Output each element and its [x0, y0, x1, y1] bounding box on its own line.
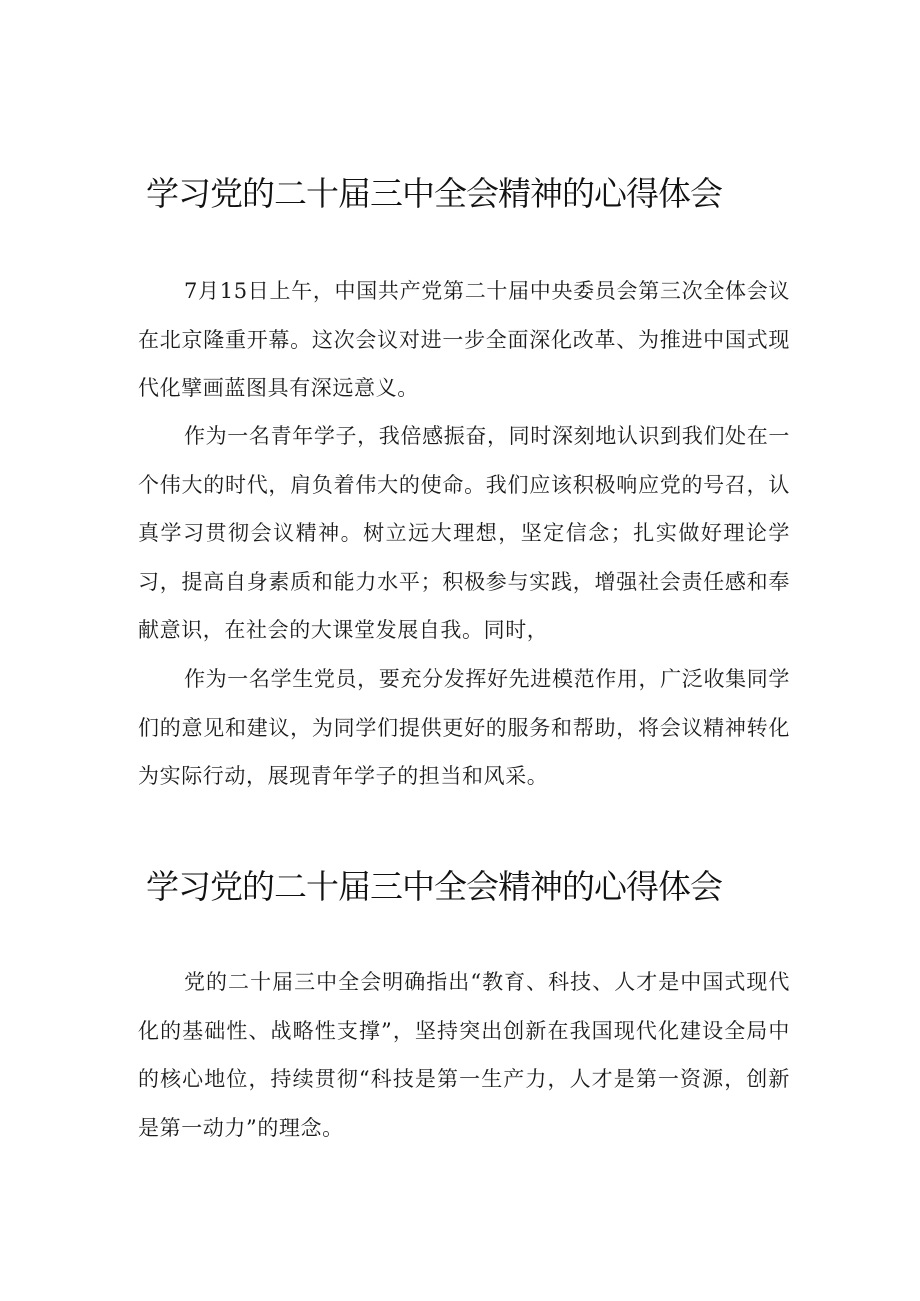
paragraph: 作为一名青年学子，我倍感振奋，同时深刻地认识到我们处在一个伟大的时代，肩负着伟大的使命。我们应该积极响应党的号召，认真学习贯彻会议精神。树立远大理想，坚定信念；扎实做好理论学习，提高自身素质和能力水平；积极参与实践，增强社会责任感和奉献意识，在社会的大课堂发展自我。同时，: [138, 424, 790, 642]
paragraph: 7月15日上午，中国共产党第二十届中央委员会第三次全体会议在北京隆重开幕。这次会议对进一步全面深化改革、为推进中国式现代化擘画蓝图具有深远意义。: [138, 279, 790, 400]
section-title: 学习党的二十届三中全会精神的心得体会: [146, 174, 722, 213]
section-title: 学习党的二十届三中全会精神的心得体会: [146, 867, 722, 906]
paragraph: 作为一名学生党员，要充分发挥好先进模范作用，广泛收集同学们的意见和建议，为同学们提供更好的服务和帮助，将会议精神转化为实际行动，展现青年学子的担当和风采。: [138, 667, 790, 788]
paragraph: 党的二十届三中全会明确指出“教育、科技、人才是中国式现代化的基础性、战略性支撑”，坚持突出创新在我国现代化建设全局中的核心地位，持续贯彻“科技是第一生产力，人才是第一资源，创新是第一动力”的理念。: [138, 970, 790, 1140]
